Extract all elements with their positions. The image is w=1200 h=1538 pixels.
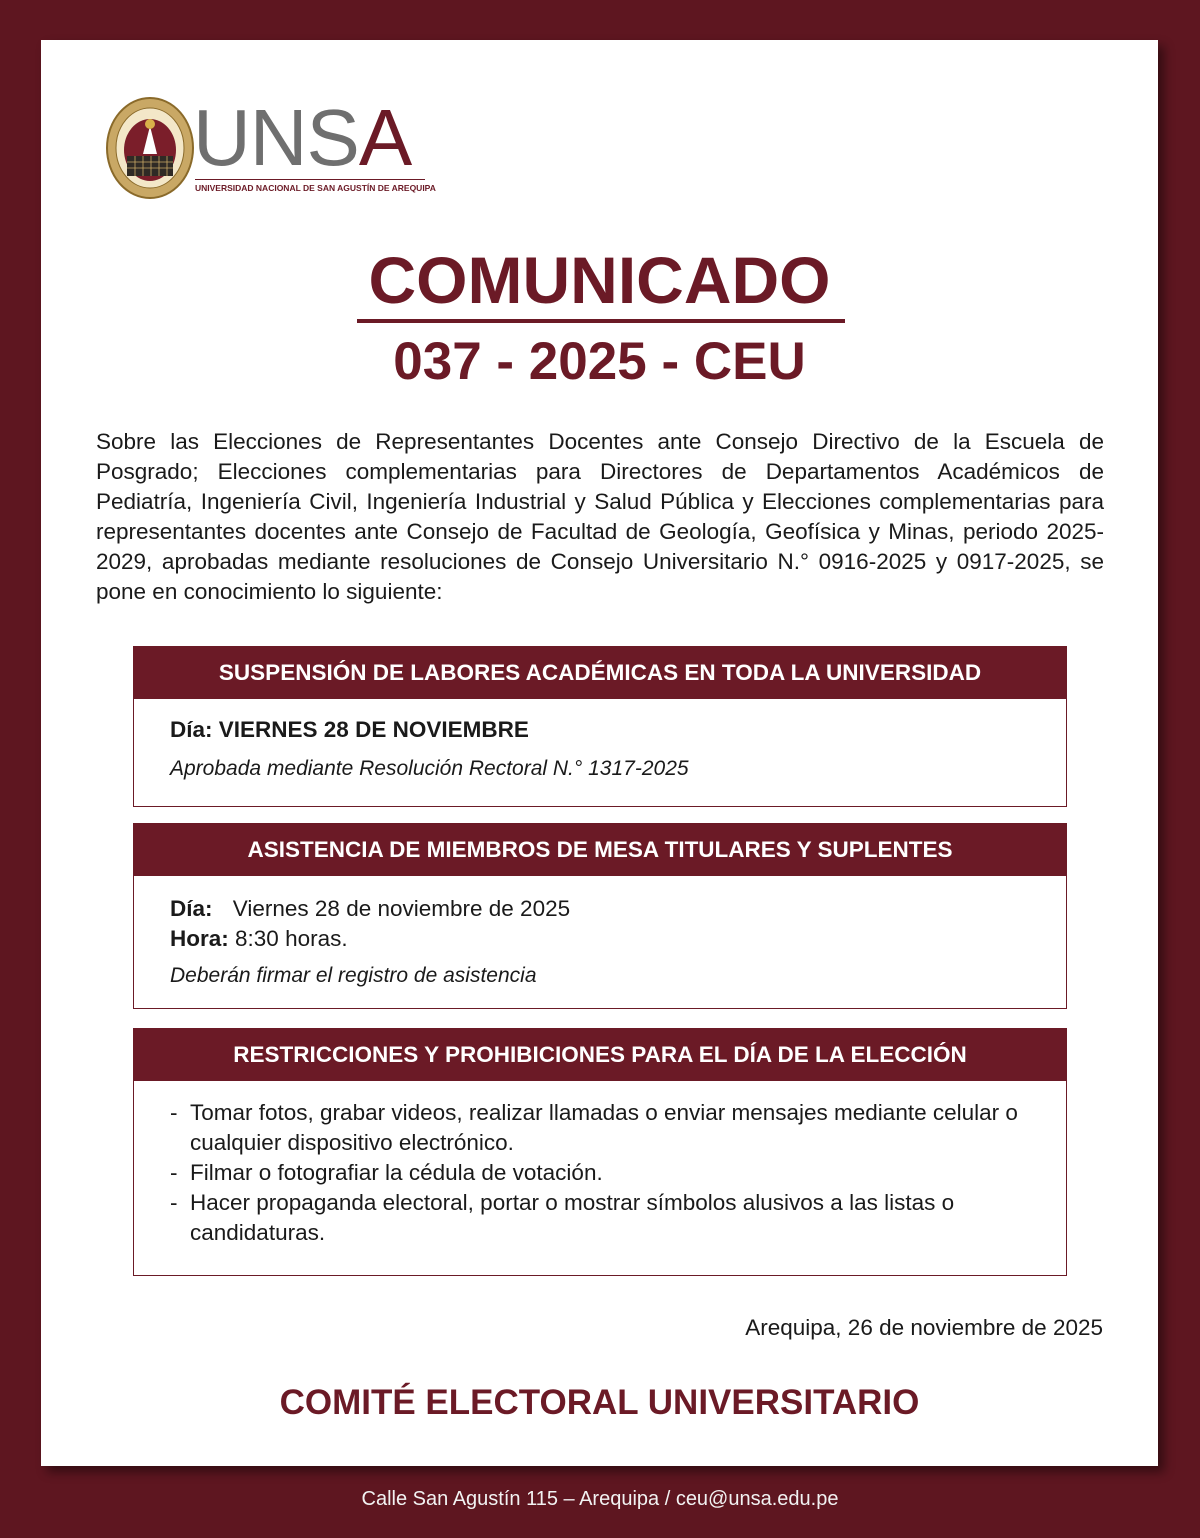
- suspension-heading: SUSPENSIÓN DE LABORES ACADÉMICAS EN TODA LA UNIVERSIDAD: [134, 647, 1066, 699]
- title-underline: [357, 319, 845, 323]
- list-item: - Tomar fotos, grabar videos, realizar llamadas o enviar mensajes mediante celular o cualquier dispositivo electrónico.: [170, 1100, 1018, 1155]
- logo-wordmark: UNSA: [193, 93, 412, 182]
- attendance-note: Deberán firmar el registro de asistencia: [170, 964, 537, 987]
- attendance-day-value: Viernes 28 de noviembre de 2025: [232, 896, 571, 921]
- attendance-day-row: [170, 894, 1030, 924]
- restrictions-list: [170, 1098, 1030, 1248]
- suspension-note: Aprobada mediante Resolución Rectoral N.° 1317-2025: [170, 757, 689, 780]
- page-title: COMUNICADO: [368, 243, 831, 317]
- restrictions-heading: RESTRICCIONES Y PROHIBICIONES PARA EL DÍA DE LA ELECCIÓN: [134, 1029, 1066, 1081]
- attendance-time-row: [170, 924, 1030, 954]
- suspension-day: Día: VIERNES 28 DE NOVIEMBRE: [170, 717, 529, 742]
- issue-date: Arequipa, 26 de noviembre de 2025: [745, 1315, 1103, 1340]
- attendance-day-label: Día:: [170, 896, 213, 921]
- footer-address: Calle San Agustín 115 – Arequipa / ceu@unsa.edu.pe: [361, 1488, 839, 1510]
- university-seal-icon: [105, 96, 195, 200]
- communique-number: 037 - 2025 - CEU: [393, 332, 806, 391]
- document-sheet: [41, 40, 1158, 1466]
- logo-subtitle: UNIVERSIDAD NACIONAL DE SAN AGUSTÍN DE AREQUIPA: [195, 179, 425, 193]
- attendance-heading: ASISTENCIA DE MIEMBROS DE MESA TITULARES Y SUPLENTES: [134, 824, 1066, 876]
- list-item: - Filmar o fotografiar la cédula de votación.: [170, 1160, 603, 1185]
- signature-committee: COMITÉ ELECTORAL UNIVERSITARIO: [279, 1383, 920, 1422]
- intro-paragraph: Sobre las Elecciones de Representantes Docentes ante Consejo Directivo de la Escuela de Posgrado; Elecciones complementarias para Directores de Departamentos Académicos de Pediatría, Ingeniería Civil, Ingeniería Industrial y Salud Pública y Elecciones complementarias para representantes docentes ante Consejo de Facultad de Geología, Geofísica y Minas, periodo 2025-2029, aprobadas mediante resoluciones de Consejo Universitario N.° 0916-2025 y 0917-2025, se pone en conocimiento lo siguiente:: [96, 429, 1104, 604]
- attendance-time-value: 8:30 horas.: [235, 926, 348, 951]
- attendance-box: [133, 823, 1067, 1009]
- restrictions-box: [133, 1028, 1067, 1276]
- suspension-box: [133, 646, 1067, 807]
- list-item: - Hacer propaganda electoral, portar o mostrar símbolos alusivos a las listas o candidaturas.: [170, 1190, 955, 1245]
- attendance-time-label: Hora:: [170, 926, 229, 951]
- unsa-logo: [105, 93, 436, 196]
